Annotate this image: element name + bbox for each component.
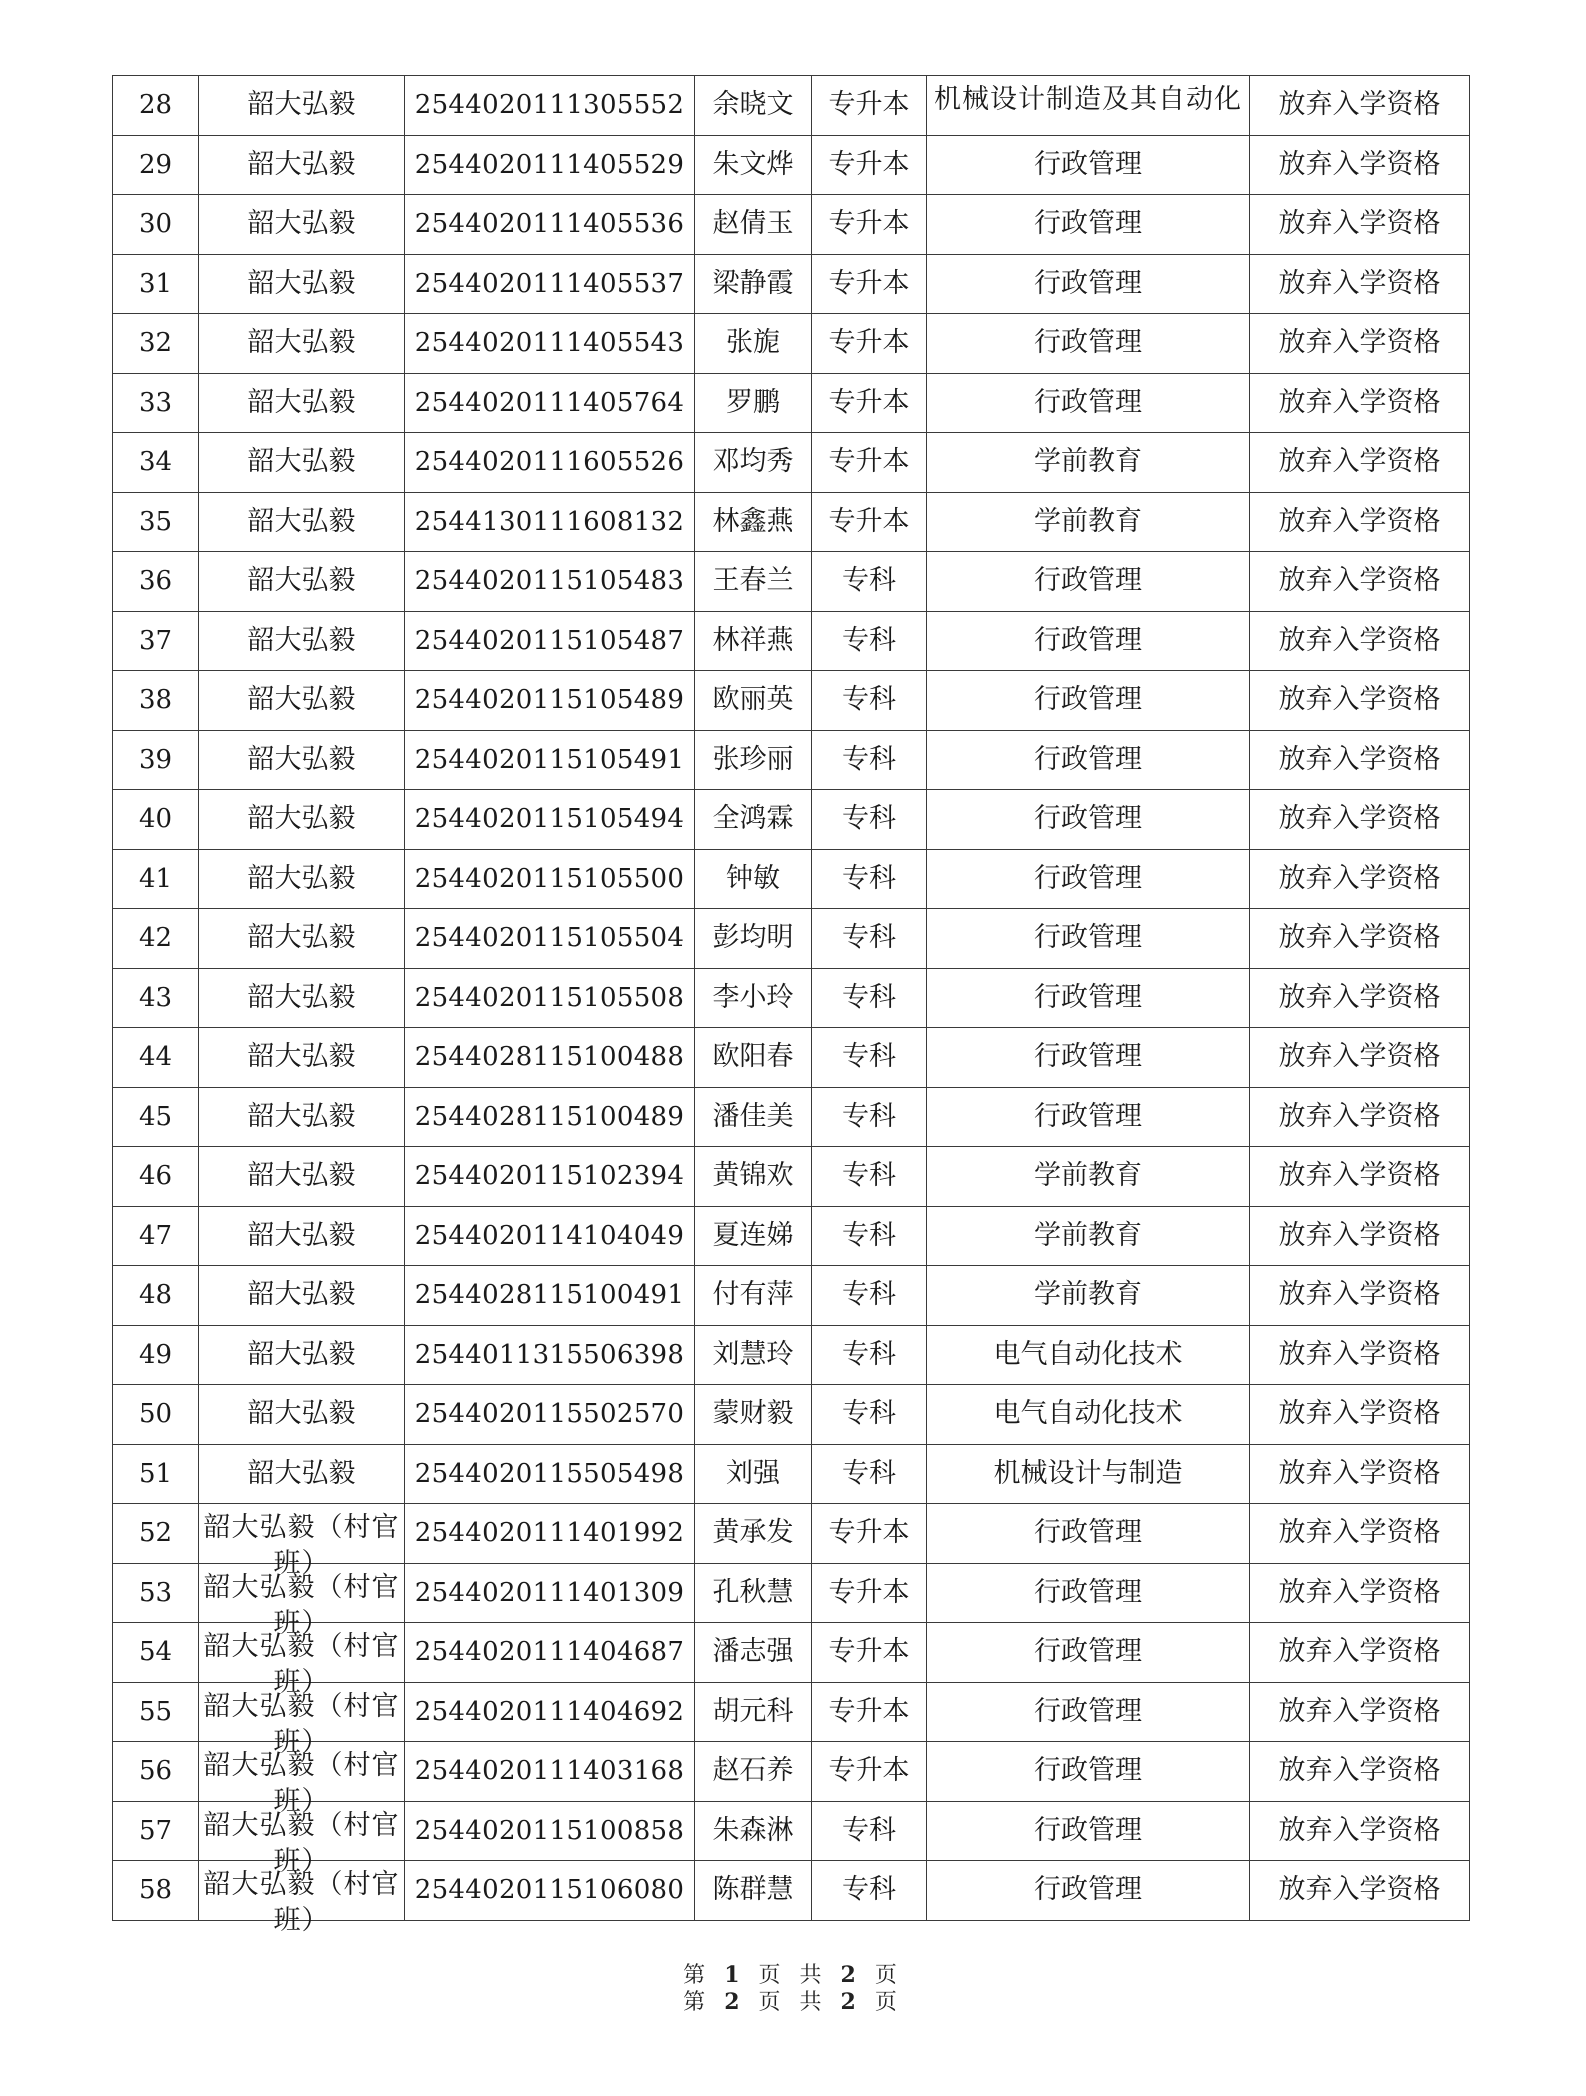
cell-number: 35 [113,492,199,552]
cell-major: 行政管理 [927,1563,1250,1623]
cell-name: 付有萍 [695,1266,812,1326]
cell-student-id: 2544020111405764 [405,373,695,433]
cell-student-id: 2544020111405536 [405,195,695,255]
cell-number: 39 [113,730,199,790]
cell-major: 行政管理 [927,909,1250,969]
cell-name: 欧丽英 [695,671,812,731]
cell-major: 学前教育 [927,1266,1250,1326]
cell-status: 放弃入学资格 [1250,1028,1470,1088]
table-row [113,611,1470,671]
cell-major: 行政管理 [927,552,1250,612]
cell-level: 专升本 [812,195,927,255]
cell-status: 放弃入学资格 [1250,1861,1470,1921]
cell-school: 韶大弘毅 [199,1325,405,1385]
table-row [113,1742,1470,1802]
cell-number: 36 [113,552,199,612]
table-row [113,849,1470,909]
cell-student-id: 2544020111404692 [405,1682,695,1742]
cell-major: 行政管理 [927,195,1250,255]
cell-student-id: 2544020114104049 [405,1206,695,1266]
cell-student-id: 2544028115100488 [405,1028,695,1088]
cell-number: 57 [113,1801,199,1861]
table-body [113,76,1470,1936]
cell-level: 专科 [812,790,927,850]
cell-school [199,1504,405,1579]
cell-major: 电气自动化技术 [927,1325,1250,1385]
cell-major: 学前教育 [927,1206,1250,1266]
cell-level: 专科 [812,1325,927,1385]
cell-name: 林鑫燕 [695,492,812,552]
cell-number: 45 [113,1087,199,1147]
cell-number: 50 [113,1385,199,1445]
footer-page-number: 1 [724,1962,746,1988]
cell-student-id: 2544020111401992 [405,1504,695,1564]
footer-label: 页 共 [758,1990,828,2015]
cell-school: 韶大弘毅 [199,671,405,731]
cell-name: 王春兰 [695,552,812,612]
table-row [113,730,1470,790]
cell-major: 行政管理 [927,790,1250,850]
cell-status: 放弃入学资格 [1250,1266,1470,1326]
cell-major: 电气自动化技术 [927,1385,1250,1445]
cell-number: 37 [113,611,199,671]
cell-level: 专科 [812,849,927,909]
cell-name: 钟敏 [695,849,812,909]
cell-student-id: 2544020115102394 [405,1147,695,1207]
cell-level: 专科 [812,1147,927,1207]
cell-level: 专科 [812,1266,927,1326]
cell-major: 行政管理 [927,1504,1250,1564]
cell-student-id: 2544020115105491 [405,730,695,790]
cell-major: 行政管理 [927,254,1250,314]
cell-status: 放弃入学资格 [1250,909,1470,969]
cell-number: 53 [113,1563,199,1623]
cell-status: 放弃入学资格 [1250,1623,1470,1683]
footer-label: 第 [683,1963,712,1988]
cell-school-text: 韶大弘毅（村官班） [203,1869,400,1936]
cell-major: 学前教育 [927,492,1250,552]
cell-level: 专升本 [812,373,927,433]
cell-major: 学前教育 [927,1147,1250,1207]
cell-school: 韶大弘毅 [199,1266,405,1326]
table-row [113,1682,1470,1742]
cell-name: 林祥燕 [695,611,812,671]
cell-major: 行政管理 [927,1861,1250,1921]
cell-student-id: 2544020115502570 [405,1385,695,1445]
cell-student-id: 2544020115105500 [405,849,695,909]
cell-school: 韶大弘毅 [199,849,405,909]
cell-school: 韶大弘毅 [199,135,405,195]
cell-name: 刘慧玲 [695,1325,812,1385]
cell-number: 31 [113,254,199,314]
cell-school: 韶大弘毅 [199,1147,405,1207]
cell-name: 潘志强 [695,1623,812,1683]
cell-major-text: 机械设计制造及其自动化 [934,84,1242,115]
table-row [113,433,1470,493]
cell-student-id: 2544020115105504 [405,909,695,969]
cell-number: 44 [113,1028,199,1088]
cell-number: 51 [113,1444,199,1504]
table-row [113,1861,1470,1921]
cell-major: 机械设计与制造 [927,1444,1250,1504]
cell-student-id: 2544020115100858 [405,1801,695,1861]
cell-number: 41 [113,849,199,909]
cell-school [199,1742,405,1817]
cell-school: 韶大弘毅 [199,492,405,552]
cell-name: 欧阳春 [695,1028,812,1088]
cell-student-id: 2544020111405529 [405,135,695,195]
cell-status: 放弃入学资格 [1250,730,1470,790]
cell-number: 28 [113,76,199,136]
cell-level: 专科 [812,611,927,671]
cell-status: 放弃入学资格 [1250,1801,1470,1861]
cell-level: 专升本 [812,1563,927,1623]
cell-status: 放弃入学资格 [1250,1742,1470,1802]
cell-level: 专升本 [812,1742,927,1802]
cell-major: 行政管理 [927,135,1250,195]
cell-school: 韶大弘毅 [199,1385,405,1445]
cell-name: 罗鹏 [695,373,812,433]
table-row [113,1266,1470,1326]
cell-school: 韶大弘毅 [199,76,405,136]
cell-school: 韶大弘毅 [199,611,405,671]
table-row [113,1206,1470,1266]
cell-status: 放弃入学资格 [1250,433,1470,493]
table-row [113,492,1470,552]
cell-school: 韶大弘毅 [199,909,405,969]
table-row [113,1147,1470,1207]
cell-student-id: 2544020115105483 [405,552,695,612]
cell-level: 专升本 [812,314,927,374]
cell-status: 放弃入学资格 [1250,492,1470,552]
cell-level: 专升本 [812,433,927,493]
cell-school: 韶大弘毅 [199,1444,405,1504]
cell-student-id: 2544020115106080 [405,1861,695,1921]
cell-name: 孔秋慧 [695,1563,812,1623]
cell-number: 54 [113,1623,199,1683]
table-row [113,314,1470,374]
cell-school: 韶大弘毅 [199,1206,405,1266]
cell-school [199,1861,405,1936]
cell-name: 黄承发 [695,1504,812,1564]
cell-status: 放弃入学资格 [1250,849,1470,909]
table-row [113,1623,1470,1683]
cell-number: 52 [113,1504,199,1564]
cell-number: 55 [113,1682,199,1742]
cell-level: 专科 [812,730,927,790]
cell-school: 韶大弘毅 [199,254,405,314]
cell-name: 赵倩玉 [695,195,812,255]
cell-major: 行政管理 [927,314,1250,374]
cell-number: 46 [113,1147,199,1207]
cell-level: 专科 [812,909,927,969]
cell-level: 专升本 [812,135,927,195]
footer-total-pages: 2 [840,1962,862,1988]
cell-name: 夏连娣 [695,1206,812,1266]
cell-school [199,1801,405,1877]
cell-student-id: 2544020115105494 [405,790,695,850]
cell-status: 放弃入学资格 [1250,314,1470,374]
cell-number: 58 [113,1861,199,1921]
cell-major: 学前教育 [927,433,1250,493]
cell-number: 42 [113,909,199,969]
footer-label: 页 [874,1963,903,1988]
table-row [113,1087,1470,1147]
cell-name: 陈群慧 [695,1861,812,1921]
cell-status: 放弃入学资格 [1250,1325,1470,1385]
cell-major: 行政管理 [927,1682,1250,1742]
cell-level: 专升本 [812,254,927,314]
cell-number: 56 [113,1742,199,1802]
cell-major [927,76,1250,136]
cell-level: 专科 [812,968,927,1028]
cell-level: 专科 [812,1028,927,1088]
page-footer-total [0,1985,1586,2016]
cell-status: 放弃入学资格 [1250,1385,1470,1445]
cell-status: 放弃入学资格 [1250,1504,1470,1564]
cell-level: 专科 [812,1444,927,1504]
cell-name: 邓均秀 [695,433,812,493]
cell-student-id: 2544020111401309 [405,1563,695,1623]
cell-status: 放弃入学资格 [1250,1206,1470,1266]
cell-student-id: 2544020115105508 [405,968,695,1028]
footer-label: 页 共 [758,1963,828,1988]
cell-number: 47 [113,1206,199,1266]
cell-status: 放弃入学资格 [1250,1147,1470,1207]
cell-status: 放弃入学资格 [1250,195,1470,255]
footer-page-number: 2 [724,1989,746,2015]
cell-student-id: 2544020111305552 [405,76,695,136]
cell-number: 43 [113,968,199,1028]
cell-status: 放弃入学资格 [1250,790,1470,850]
cell-school: 韶大弘毅 [199,195,405,255]
cell-school-text: 韶大弘毅（村官班） [203,1750,400,1817]
table-row [113,909,1470,969]
cell-student-id: 2544130111608132 [405,492,695,552]
cell-major: 行政管理 [927,1028,1250,1088]
cell-major: 行政管理 [927,1801,1250,1861]
cell-school-text: 韶大弘毅（村官班） [203,1631,400,1698]
cell-school [199,1682,405,1758]
cell-name: 梁静霞 [695,254,812,314]
cell-student-id: 2544028115100491 [405,1266,695,1326]
cell-level: 专科 [812,1206,927,1266]
table-row [113,254,1470,314]
cell-major: 行政管理 [927,849,1250,909]
cell-status: 放弃入学资格 [1250,611,1470,671]
cell-school: 韶大弘毅 [199,552,405,612]
cell-level: 专科 [812,1087,927,1147]
table-row [113,135,1470,195]
cell-school-text: 韶大弘毅（村官班） [203,1690,400,1758]
cell-school: 韶大弘毅 [199,730,405,790]
cell-school: 韶大弘毅 [199,433,405,493]
table-row [113,1444,1470,1504]
table-row [113,790,1470,850]
cell-level: 专升本 [812,1623,927,1683]
table-row [113,195,1470,255]
cell-student-id: 2544020115105487 [405,611,695,671]
cell-status: 放弃入学资格 [1250,552,1470,612]
cell-name: 朱森淋 [695,1801,812,1861]
footer-total-pages: 2 [840,1989,862,2015]
cell-major: 行政管理 [927,671,1250,731]
cell-level: 专科 [812,671,927,731]
table-row [113,1504,1470,1564]
cell-major: 行政管理 [927,611,1250,671]
cell-school-text: 韶大弘毅（村官班） [203,1571,400,1639]
cell-school: 韶大弘毅 [199,1028,405,1088]
cell-school-text: 韶大弘毅（村官班） [203,1809,400,1877]
cell-level: 专科 [812,552,927,612]
cell-level: 专升本 [812,1682,927,1742]
cell-name: 李小玲 [695,968,812,1028]
cell-student-id: 2544020111404687 [405,1623,695,1683]
cell-name: 黄锦欢 [695,1147,812,1207]
cell-name: 刘强 [695,1444,812,1504]
cell-student-id: 2544020111405543 [405,314,695,374]
cell-status: 放弃入学资格 [1250,254,1470,314]
cell-level: 专科 [812,1385,927,1445]
cell-level: 专科 [812,1861,927,1921]
cell-level: 专升本 [812,492,927,552]
table-row [113,76,1470,136]
cell-student-id: 2544020111403168 [405,1742,695,1802]
cell-major: 行政管理 [927,968,1250,1028]
cell-major: 行政管理 [927,373,1250,433]
cell-name: 张旎 [695,314,812,374]
cell-school: 韶大弘毅 [199,790,405,850]
cell-number: 49 [113,1325,199,1385]
cell-number: 34 [113,433,199,493]
cell-name: 朱文烨 [695,135,812,195]
cell-major: 行政管理 [927,730,1250,790]
cell-name: 全鸿霖 [695,790,812,850]
cell-school-text: 韶大弘毅（村官班） [203,1512,400,1579]
table-row [113,1801,1470,1861]
cell-status: 放弃入学资格 [1250,1087,1470,1147]
cell-student-id: 2544020111405537 [405,254,695,314]
cell-status: 放弃入学资格 [1250,671,1470,731]
table-row [113,671,1470,731]
cell-level: 专升本 [812,1504,927,1564]
cell-school: 韶大弘毅 [199,314,405,374]
cell-student-id: 2544028115100489 [405,1087,695,1147]
table-row [113,373,1470,433]
cell-school [199,1623,405,1698]
cell-major: 行政管理 [927,1087,1250,1147]
cell-student-id: 2544011315506398 [405,1325,695,1385]
table-row [113,1028,1470,1088]
cell-level: 专科 [812,1801,927,1861]
cell-student-id: 2544020115505498 [405,1444,695,1504]
enrollment-table [112,75,1470,1936]
cell-status: 放弃入学资格 [1250,76,1470,136]
cell-status: 放弃入学资格 [1250,968,1470,1028]
cell-name: 潘佳美 [695,1087,812,1147]
cell-status: 放弃入学资格 [1250,373,1470,433]
cell-status: 放弃入学资格 [1250,1444,1470,1504]
cell-name: 赵石养 [695,1742,812,1802]
cell-major: 行政管理 [927,1623,1250,1683]
footer-label: 第 [683,1990,712,2015]
cell-name: 彭均明 [695,909,812,969]
cell-name: 蒙财毅 [695,1385,812,1445]
table-row [113,1563,1470,1623]
table-row [113,552,1470,612]
cell-status: 放弃入学资格 [1250,135,1470,195]
cell-name: 胡元科 [695,1682,812,1742]
cell-status: 放弃入学资格 [1250,1563,1470,1623]
cell-school [199,1563,405,1639]
cell-number: 30 [113,195,199,255]
table-row [113,1325,1470,1385]
cell-number: 48 [113,1266,199,1326]
cell-number: 38 [113,671,199,731]
cell-name: 余晓文 [695,76,812,136]
cell-status: 放弃入学资格 [1250,1682,1470,1742]
cell-name: 张珍丽 [695,730,812,790]
cell-school: 韶大弘毅 [199,373,405,433]
cell-number: 32 [113,314,199,374]
cell-school: 韶大弘毅 [199,1087,405,1147]
cell-level: 专升本 [812,76,927,136]
cell-student-id: 2544020115105489 [405,671,695,731]
cell-number: 40 [113,790,199,850]
cell-number: 29 [113,135,199,195]
cell-number: 33 [113,373,199,433]
cell-school: 韶大弘毅 [199,968,405,1028]
cell-major: 行政管理 [927,1742,1250,1802]
footer-label: 页 [874,1990,903,2015]
table-row [113,1385,1470,1445]
cell-student-id: 2544020111605526 [405,433,695,493]
table-row [113,968,1470,1028]
